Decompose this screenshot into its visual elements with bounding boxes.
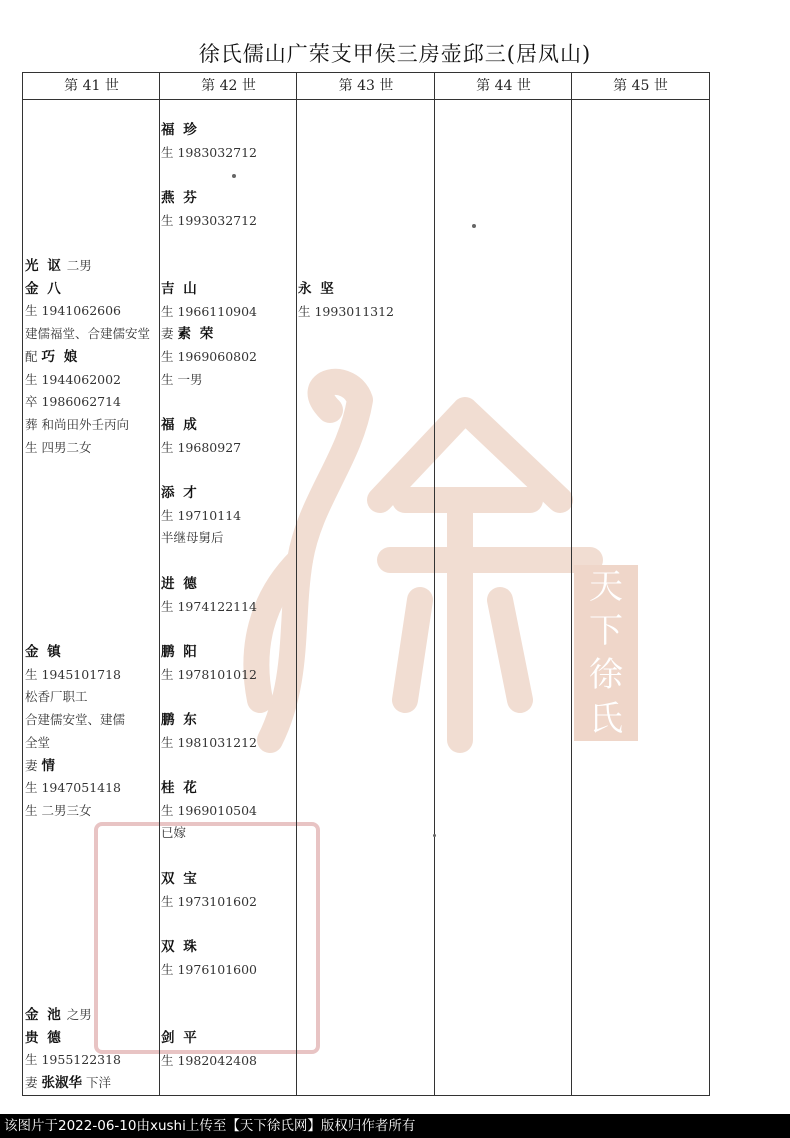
children-line: 生 二男三女	[25, 802, 92, 818]
spouse-name: 张淑华	[41, 1075, 82, 1092]
birth-line: 生 1973101602	[161, 893, 258, 909]
birth-line: 生 1945101718	[25, 666, 122, 682]
person-name: 贵 德	[25, 1029, 63, 1046]
person-name: 鹏 东	[161, 712, 199, 728]
person-name: 永 坚	[298, 281, 336, 297]
birth-line: 生 1981031212	[161, 734, 258, 750]
badge-text: 天 下 徐 氏	[589, 567, 623, 739]
birth-line: 生 1955122318	[25, 1052, 122, 1068]
person-entry	[161, 777, 257, 845]
birth-line: 生 1993032712	[161, 212, 258, 228]
person-entry	[161, 641, 257, 686]
birth-line: 生 1983032712	[161, 144, 258, 160]
person-entry	[298, 278, 394, 323]
children-line: 生 一男	[161, 371, 203, 387]
column-header-45: 第 45 世	[613, 78, 668, 94]
column-header-41: 第 41 世	[64, 78, 119, 94]
person-name: 燕 芬	[161, 190, 199, 206]
note: 之男	[66, 1007, 92, 1022]
column-divider	[571, 73, 572, 1095]
birth-line: 生 1944062002	[25, 371, 122, 387]
speck	[232, 174, 236, 178]
copyright-footer: 该图片于2022-06-10由xushi上传至【天下徐氏网】版权归作者所有	[0, 1114, 790, 1138]
note-line: 建儒福堂、合建儒安堂	[25, 326, 151, 342]
person-name: 福 珍	[161, 122, 199, 138]
birth-line: 生 1978101012	[161, 666, 258, 682]
person-entry	[25, 641, 125, 823]
page-title: 徐氏儒山广荣支甲侯三房壶邱三(居凤山)	[198, 42, 592, 66]
column-header-43: 第 43 世	[338, 78, 394, 94]
birth-line: 生 1982042408	[161, 1052, 258, 1068]
person-name: 鹏 阳	[161, 644, 199, 660]
column-divider	[296, 73, 297, 1095]
person-name: 双 宝	[161, 871, 199, 887]
person-entry	[161, 936, 257, 981]
speck	[433, 834, 436, 837]
spouse-name: 情	[41, 757, 57, 774]
note-line: 全堂	[25, 734, 51, 750]
person-entry	[25, 255, 150, 459]
person-name: 添 才	[161, 485, 199, 501]
column-divider	[434, 73, 435, 1095]
note: 下洋	[85, 1075, 111, 1091]
person-name: 桂 花	[161, 780, 199, 796]
note-line: 半继母舅后	[161, 530, 224, 546]
birth-line: 生 19680927	[161, 439, 242, 455]
person-name: 吉 山	[161, 281, 199, 297]
person-name: 金 八	[25, 280, 63, 297]
column-header-44: 第 44 世	[476, 78, 531, 94]
birth-line: 生 1969010504	[161, 802, 258, 818]
person-name: 进 德	[161, 576, 199, 592]
person-entry	[161, 414, 241, 459]
person-name: 金 镇	[25, 644, 63, 660]
person-name: 剑 平	[161, 1030, 199, 1046]
birth-line: 生 1993011312	[298, 303, 395, 319]
note-line: 合建儒安堂、建儒	[25, 712, 126, 728]
birth-line: 生 1941062606	[25, 303, 122, 319]
spouse-prefix: 妻	[25, 757, 38, 773]
person-entry	[161, 709, 257, 754]
death-line: 卒 1986062714	[25, 394, 122, 410]
speck	[472, 224, 476, 228]
person-entry	[161, 119, 257, 164]
person-entry	[161, 278, 257, 392]
person-name: 金 池	[25, 1007, 63, 1023]
birth-line: 生 1969060802	[161, 349, 258, 365]
burial-line: 葬 和尚田外壬丙向	[25, 416, 129, 432]
person-entry	[161, 573, 257, 618]
spouse-name: 素 荣	[177, 326, 216, 343]
lineage-table	[22, 72, 710, 1096]
birth-line: 生 1966110904	[161, 303, 258, 319]
person-name: 福 成	[161, 417, 199, 433]
column-divider	[159, 73, 160, 1095]
person-name: 光 讴	[25, 258, 63, 274]
birth-line: 生 1974122114	[161, 598, 258, 614]
person-entry	[161, 482, 241, 550]
person-entry	[161, 1027, 257, 1072]
spouse-name: 巧 娘	[41, 348, 80, 365]
spouse-prefix: 妻	[161, 326, 174, 342]
birth-line: 生 1976101600	[161, 961, 258, 977]
note-line: 松香厂职工	[25, 689, 88, 705]
birth-line: 生 1947051418	[25, 780, 122, 796]
spouse-prefix: 妻	[25, 1075, 38, 1091]
note-line: 已嫁	[161, 825, 187, 841]
person-entry	[161, 868, 257, 913]
person-entry	[25, 1004, 121, 1095]
note: 二男	[66, 258, 92, 273]
column-header-42: 第 42 世	[201, 78, 256, 94]
table-header	[23, 73, 709, 100]
birth-line: 生 19710114	[161, 507, 242, 523]
person-name: 双 珠	[161, 939, 199, 955]
spouse-prefix: 配	[25, 348, 38, 364]
children-line: 生 四男二女	[25, 439, 92, 455]
person-entry	[161, 187, 257, 232]
